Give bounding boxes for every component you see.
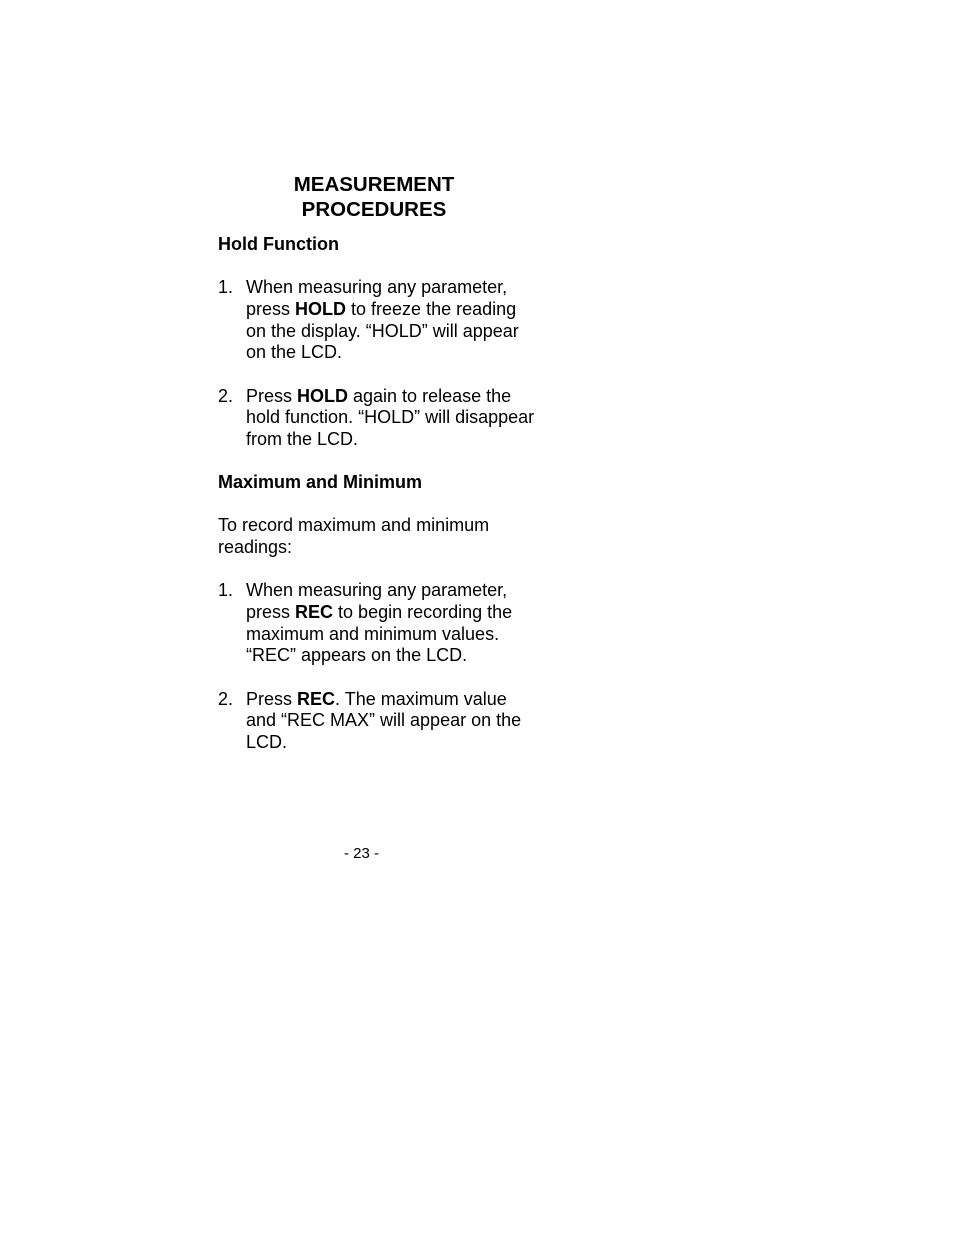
hold-function-heading: Hold Function xyxy=(218,234,339,254)
step-key-name: HOLD xyxy=(297,385,349,406)
step-text-after: to begin recording the maximum and minimum values. “REC” appears on the LCD. xyxy=(246,601,513,666)
step-number: 2. xyxy=(218,688,234,709)
hold-step-1 xyxy=(218,277,538,364)
max-min-intro: To record maximum and minimum readings: xyxy=(218,515,490,558)
page-title xyxy=(218,172,530,222)
page-title-line-2: PROCEDURES xyxy=(301,198,447,221)
step-text xyxy=(246,689,538,754)
page-title-line-1: MEASUREMENT xyxy=(293,173,455,196)
page-content xyxy=(218,172,538,754)
max-min-steps xyxy=(218,580,538,753)
step-key-name: HOLD xyxy=(295,298,347,319)
step-text xyxy=(246,580,538,667)
step-key-name: REC xyxy=(295,601,334,622)
step-number: 1. xyxy=(218,580,234,601)
step-number: 2. xyxy=(218,385,234,406)
hold-step-2 xyxy=(218,386,538,451)
hold-function-steps xyxy=(218,277,538,450)
max-min-step-1 xyxy=(218,580,538,667)
max-min-heading: Maximum and Minimum xyxy=(218,472,423,493)
step-text-before: Press xyxy=(246,385,298,406)
step-text xyxy=(246,277,538,364)
step-number: 1. xyxy=(218,277,234,298)
step-text-before: When measuring any parameter, press xyxy=(246,277,508,319)
step-text-before: Press xyxy=(246,688,298,709)
max-min-step-2 xyxy=(218,689,538,754)
step-key-name: REC xyxy=(297,688,336,709)
step-text-after: . The maximum value and “REC MAX” will appear on the LCD. xyxy=(246,688,522,752)
step-text xyxy=(246,386,538,451)
page-number: - 23 - xyxy=(344,845,380,862)
step-text-after: again to release the hold function. “HOLD” will disappear from the LCD. xyxy=(246,385,535,449)
step-text-before: When measuring any parameter, press xyxy=(246,580,508,622)
step-text-after: to freeze the reading on the display. “HOLD” will appear on the LCD. xyxy=(246,298,519,363)
